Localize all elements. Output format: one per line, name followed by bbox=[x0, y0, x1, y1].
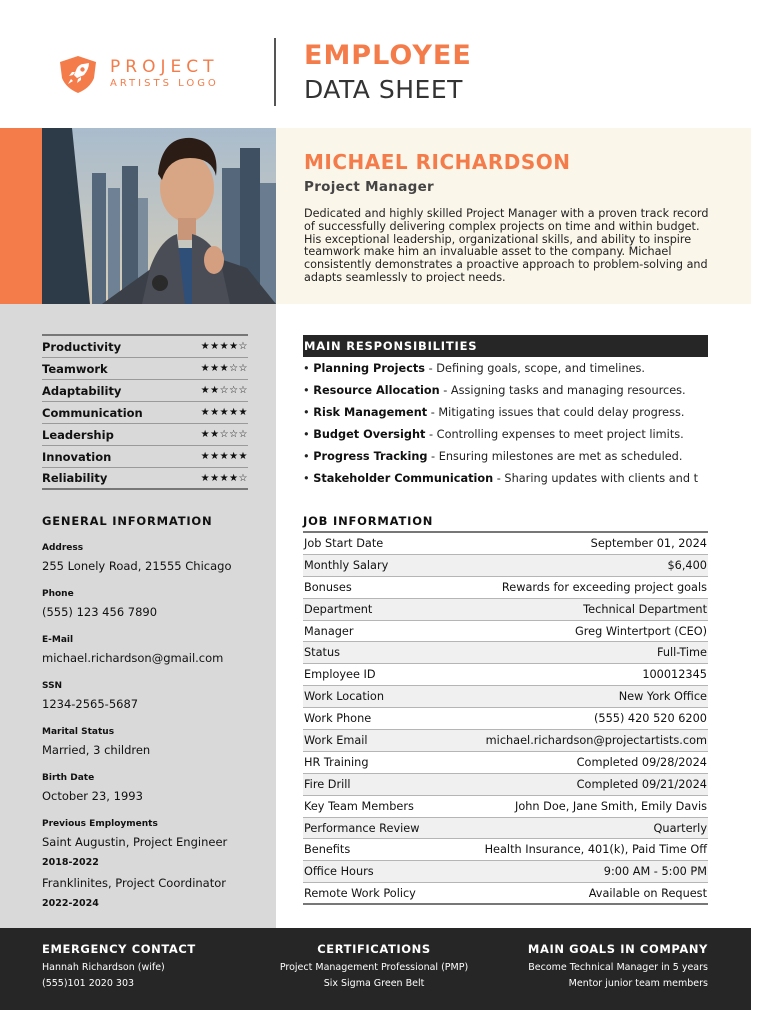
skill-rating-stars: ★★☆☆☆ bbox=[200, 385, 248, 396]
table-row bbox=[303, 686, 708, 708]
general-info-list bbox=[42, 542, 262, 923]
skill-row bbox=[42, 402, 248, 424]
info-marital-status bbox=[42, 726, 262, 759]
employee-name: MICHAEL RICHARDSON bbox=[304, 150, 571, 174]
previous-employment: Franklinites, Project Coordinator bbox=[42, 876, 226, 890]
job-value: Completed 09/28/2024 bbox=[576, 755, 707, 769]
job-value: Completed 09/21/2024 bbox=[576, 777, 707, 791]
responsibility-item: • Budget Oversight - Controlling expenses to meet project limits. bbox=[303, 428, 684, 441]
table-row bbox=[303, 533, 708, 555]
general-info-heading: GENERAL INFORMATION bbox=[42, 514, 213, 528]
page-subtitle: DATA SHEET bbox=[304, 75, 463, 104]
info-email bbox=[42, 634, 262, 667]
job-label: Benefits bbox=[304, 843, 351, 857]
responsibility-desc: - Sharing updates with clients and t bbox=[493, 472, 699, 485]
skill-row bbox=[42, 424, 248, 446]
info-previous-employments bbox=[42, 818, 262, 910]
info-label: Previous Employments bbox=[42, 819, 158, 829]
responsibilities-list bbox=[303, 360, 709, 492]
table-row bbox=[303, 621, 708, 643]
table-row bbox=[303, 599, 708, 621]
skill-rating-stars: ★★★★☆ bbox=[200, 341, 248, 352]
job-value: Quarterly bbox=[653, 821, 707, 835]
skill-name: Leadership bbox=[42, 427, 114, 442]
job-value: michael.richardson@projectartists.com bbox=[485, 733, 707, 747]
responsibility-title: Budget Oversight bbox=[313, 428, 426, 441]
job-value: September 01, 2024 bbox=[590, 536, 707, 550]
job-label: Monthly Salary bbox=[304, 558, 389, 572]
job-label: Bonuses bbox=[304, 580, 352, 594]
job-info-heading: JOB INFORMATION bbox=[303, 514, 434, 528]
responsibility-desc: - Controlling expenses to meet project limits. bbox=[425, 428, 684, 441]
job-value: Technical Department bbox=[583, 602, 707, 616]
table-row bbox=[303, 555, 708, 577]
job-info-table bbox=[303, 531, 708, 905]
certifications bbox=[270, 942, 478, 992]
skill-rating-stars: ★★★☆☆ bbox=[200, 363, 248, 374]
job-value: Health Insurance, 401(k), Paid Time Off bbox=[484, 843, 707, 857]
job-label: Fire Drill bbox=[304, 777, 351, 791]
responsibility-title: Stakeholder Communication bbox=[313, 472, 494, 485]
job-label: Key Team Members bbox=[304, 799, 414, 813]
logo-title: PROJECT bbox=[110, 57, 219, 77]
page-title: EMPLOYEE bbox=[304, 40, 472, 71]
responsibility-title: Resource Allocation bbox=[313, 384, 440, 397]
info-value: michael.richardson@gmail.com bbox=[42, 651, 224, 665]
table-row bbox=[303, 642, 708, 664]
emergency-contact bbox=[42, 942, 196, 992]
skill-name: Reliability bbox=[42, 471, 108, 485]
emergency-contact-name: Hannah Richardson (wife) bbox=[42, 962, 165, 973]
responsibility-desc: - Ensuring milestones are met as scheduled. bbox=[427, 450, 683, 463]
job-label: Manager bbox=[304, 624, 354, 638]
employee-bio: Dedicated and highly skilled Project Manager with a proven track record of successfully delivering complex projects on time and within budget. His exceptional leadership, organizational skills, and ability to inspire teamwork make him an invaluable asset to the company. Michael consistently demonstrates a proactive approach to problem-solving and adapts seamlessly to project needs. bbox=[304, 208, 709, 282]
skill-row bbox=[42, 380, 248, 402]
responsibility-title: Risk Management bbox=[313, 406, 428, 419]
table-row bbox=[303, 839, 708, 861]
goal-item: Become Technical Manager in 5 years bbox=[528, 962, 708, 973]
info-value: 255 Lonely Road, 21555 Chicago bbox=[42, 559, 232, 573]
profile-photo bbox=[42, 128, 276, 304]
responsibility-item: • Risk Management - Mitigating issues that could delay progress. bbox=[303, 406, 685, 419]
table-row bbox=[303, 883, 708, 905]
job-label: HR Training bbox=[304, 755, 369, 769]
skill-rating-stars: ★★★★★ bbox=[200, 451, 248, 462]
job-value: (555) 420 520 6200 bbox=[593, 712, 707, 726]
job-label: Remote Work Policy bbox=[304, 886, 416, 900]
info-phone bbox=[42, 588, 262, 621]
skill-rating-stars: ★★★★☆ bbox=[200, 472, 248, 484]
responsibility-item: • Resource Allocation - Assigning tasks and managing resources. bbox=[303, 384, 686, 397]
job-label: Office Hours bbox=[304, 865, 374, 879]
left-column bbox=[0, 304, 276, 928]
table-row bbox=[303, 664, 708, 686]
info-value: Married, 3 children bbox=[42, 743, 151, 757]
accent-bar bbox=[0, 128, 42, 304]
job-label: Work Location bbox=[304, 690, 384, 704]
info-value: (555) 123 456 7890 bbox=[42, 605, 158, 619]
certifications-heading: CERTIFICATIONS bbox=[317, 942, 431, 956]
skill-rating-stars: ★★★★★ bbox=[200, 407, 248, 418]
emergency-contact-heading: EMERGENCY CONTACT bbox=[42, 942, 196, 956]
previous-employment: Saint Augustin, Project Engineer bbox=[42, 835, 228, 849]
skill-row bbox=[42, 336, 248, 358]
job-value: Full-Time bbox=[656, 646, 707, 660]
previous-employment-years: 2022-2024 bbox=[42, 898, 99, 909]
job-label: Performance Review bbox=[304, 821, 420, 835]
certification-item: Project Management Professional (PMP) bbox=[279, 962, 469, 973]
skill-name: Adaptability bbox=[42, 383, 122, 398]
skill-rating-stars: ★★☆☆☆ bbox=[200, 429, 248, 440]
skill-name: Teamwork bbox=[42, 361, 108, 376]
job-value: Rewards for exceeding project goals bbox=[501, 580, 707, 594]
responsibility-item: • Progress Tracking - Ensuring milestones are met as scheduled. bbox=[303, 450, 683, 463]
info-address bbox=[42, 542, 262, 575]
responsibilities-heading: MAIN RESPONSIBILITIES bbox=[303, 335, 708, 357]
table-row bbox=[303, 861, 708, 883]
info-label: Birth Date bbox=[42, 773, 95, 783]
main-goals-heading: MAIN GOALS IN COMPANY bbox=[527, 942, 708, 956]
responsibility-title: Progress Tracking bbox=[313, 450, 428, 463]
skill-row bbox=[42, 468, 248, 490]
table-row bbox=[303, 818, 708, 840]
info-label: Phone bbox=[42, 589, 74, 599]
job-value: Available on Request bbox=[588, 886, 707, 900]
logo-subtitle: ARTISTS LOGO bbox=[110, 78, 219, 89]
footer bbox=[0, 928, 751, 1010]
job-label: Job Start Date bbox=[304, 536, 384, 550]
job-value: Greg Wintertport (CEO) bbox=[574, 624, 707, 638]
emergency-contact-phone: (555)101 2020 303 bbox=[42, 978, 135, 989]
table-row bbox=[303, 577, 708, 599]
job-value: $6,400 bbox=[667, 558, 707, 572]
job-label: Work Email bbox=[304, 733, 368, 747]
table-row bbox=[303, 708, 708, 730]
job-label: Status bbox=[304, 646, 340, 660]
job-value: 9:00 AM - 5:00 PM bbox=[603, 865, 707, 879]
responsibility-item: • Stakeholder Communication - Sharing updates with clients and t bbox=[303, 472, 699, 485]
certification-item: Six Sigma Green Belt bbox=[323, 978, 425, 989]
skill-row bbox=[42, 358, 248, 380]
info-label: Address bbox=[42, 543, 84, 553]
info-label: SSN bbox=[42, 681, 63, 691]
info-label: E-Mail bbox=[42, 635, 74, 645]
main-goals bbox=[528, 942, 708, 992]
info-birth-date bbox=[42, 772, 262, 805]
info-value: 1234-2565-5687 bbox=[42, 697, 139, 711]
responsibility-item: • Planning Projects - Defining goals, scope, and timelines. bbox=[303, 362, 646, 375]
job-value: New York Office bbox=[618, 690, 707, 704]
job-label: Employee ID bbox=[304, 668, 376, 682]
responsibility-desc: - Assigning tasks and managing resources. bbox=[439, 384, 686, 397]
job-label: Department bbox=[304, 602, 373, 616]
job-value: John Doe, Jane Smith, Emily Davis bbox=[515, 799, 707, 813]
responsibility-desc: - Mitigating issues that could delay progress. bbox=[427, 406, 685, 419]
table-row bbox=[303, 774, 708, 796]
header-divider bbox=[274, 38, 276, 106]
skill-row bbox=[42, 446, 248, 468]
skill-name: Communication bbox=[42, 405, 143, 420]
responsibility-title: Planning Projects bbox=[313, 362, 426, 375]
table-row bbox=[303, 796, 708, 818]
company-logo bbox=[56, 52, 219, 96]
goal-item: Mentor junior team members bbox=[568, 978, 708, 989]
skill-name: Innovation bbox=[42, 449, 112, 464]
info-value: October 23, 1993 bbox=[42, 789, 143, 803]
job-value: 100012345 bbox=[642, 668, 707, 682]
table-row bbox=[303, 752, 708, 774]
responsibility-desc: - Defining goals, scope, and timelines. bbox=[425, 362, 646, 375]
previous-employment-years: 2018-2022 bbox=[42, 857, 99, 868]
info-ssn bbox=[42, 680, 262, 713]
skills-table bbox=[42, 334, 248, 490]
employee-role: Project Manager bbox=[304, 179, 435, 195]
table-row bbox=[303, 730, 708, 752]
job-label: Work Phone bbox=[304, 712, 372, 726]
skill-name: Productivity bbox=[42, 339, 122, 354]
info-label: Marital Status bbox=[42, 727, 115, 737]
profile-summary bbox=[276, 128, 751, 304]
header bbox=[0, 0, 768, 128]
rocket-icon bbox=[56, 52, 100, 96]
